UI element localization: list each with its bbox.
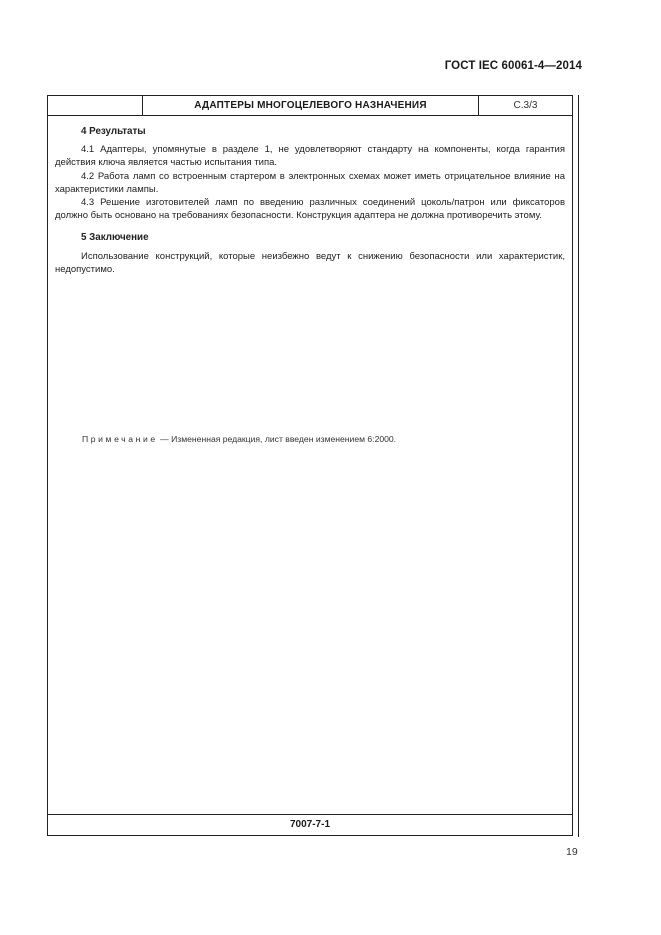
note-label: Примечание [82, 434, 158, 444]
frame-double-border-line [578, 95, 579, 837]
sheet-header [48, 96, 572, 116]
amendment-note [82, 434, 396, 444]
paragraph-4-3: 4.3 Решение изготовителей ламп по введению различных соединений цоколь/патрон или фиксаторов должно быть основано на требованиях безопасности. Конструкция адаптера не должна противоречить этому. [55, 197, 565, 222]
header-blank-cell [48, 96, 143, 115]
sheet-reference: С.3/3 [513, 100, 538, 111]
sheet-content [55, 125, 565, 276]
page-number: 19 [566, 846, 578, 858]
sheet-title: АДАПТЕРЫ МНОГОЦЕЛЕВОГО НАЗНАЧЕНИЯ [143, 96, 479, 115]
section-title: 5 Заключение [81, 232, 149, 244]
note-text: — Измененная редакция, лист введен изменением 6:2000. [157, 434, 397, 444]
paragraph-conclusion: Использование конструкций, которые неизбежно ведут к снижению безопасности или характеристик, недопустимо. [55, 250, 565, 275]
section-spacer [55, 222, 565, 231]
paragraph-4-1: 4.1 Адаптеры, упомянутые в разделе 1, не удовлетворяют стандарту на компоненты, когда гарантия действия ключа является частью испытания типа. [55, 144, 565, 169]
section-conclusion [55, 231, 565, 276]
section-title: 4 Результаты [81, 126, 146, 137]
section-results [55, 125, 565, 222]
standard-number: ГОСТ IEC 60061-4—2014 [444, 60, 582, 72]
sheet-footer-code: 7007-7-1 [48, 814, 572, 835]
standard-sheet-frame [47, 95, 573, 836]
paragraph-4-2: 4.2 Работа ламп со встроенным стартером в электронных схемах может иметь отрицательное влияние на характеристики лампы. [55, 170, 565, 195]
